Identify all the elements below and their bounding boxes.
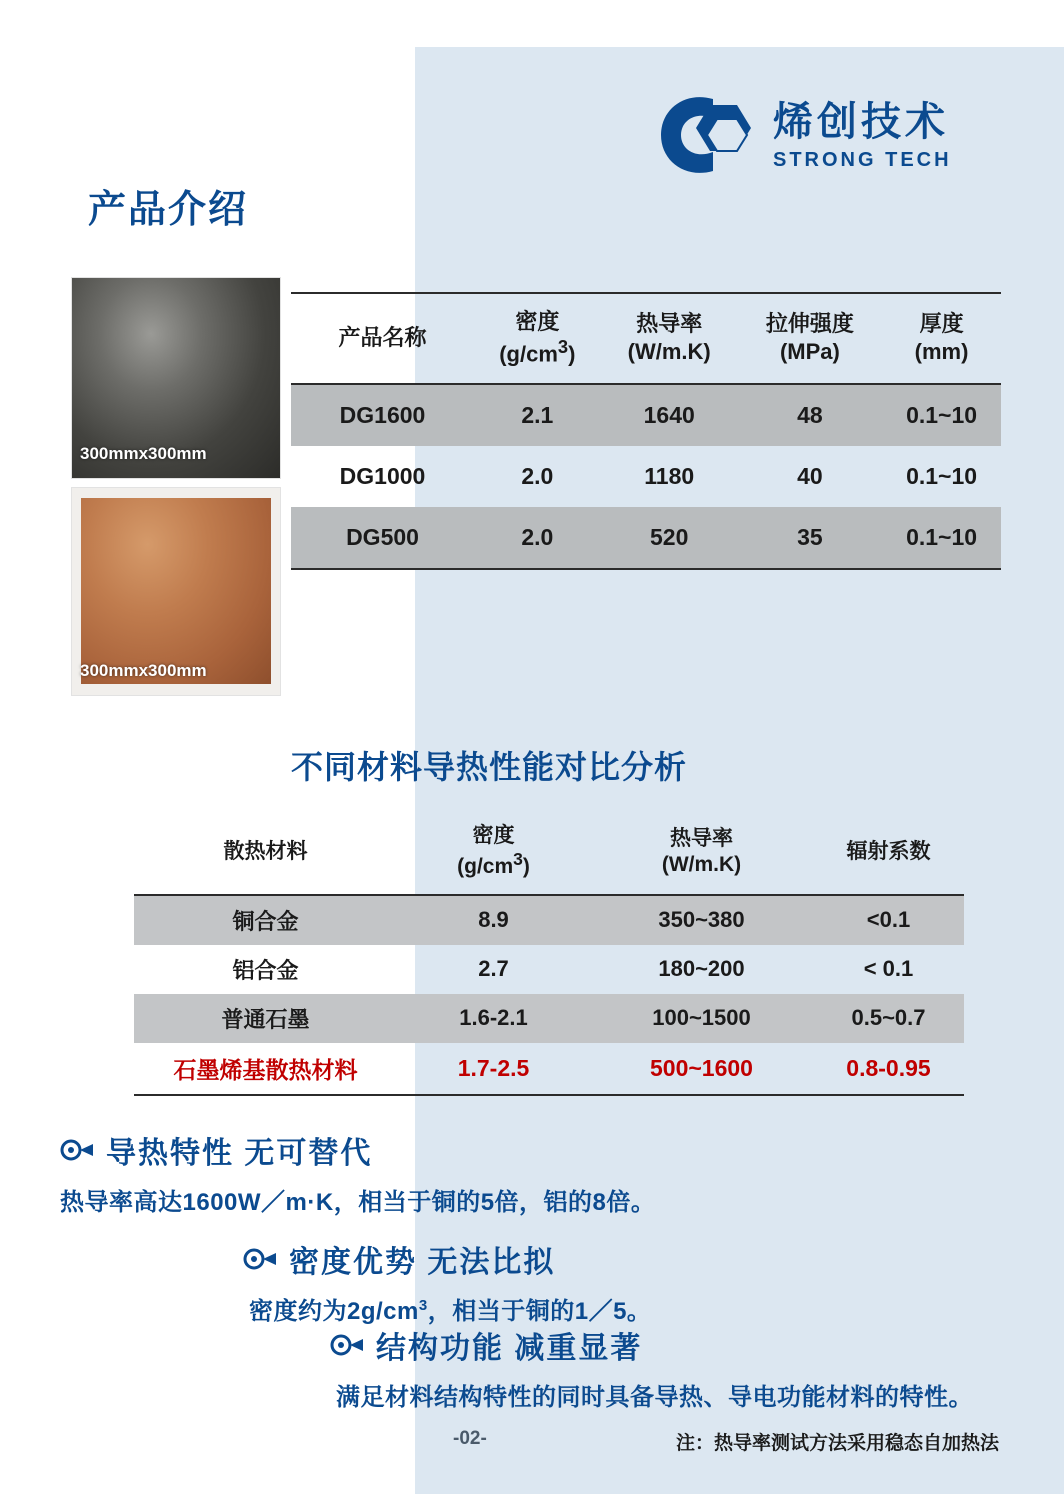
brand-logo <box>655 85 995 185</box>
cell-density: 2.7 <box>478 956 509 981</box>
cell-material: 铜合金 <box>134 895 397 945</box>
table-row <box>291 384 1001 446</box>
feature-title: 导热特性 无可替代 <box>106 1137 373 1170</box>
feature-heading <box>330 1323 973 1367</box>
page-number: -02- <box>453 1428 487 1449</box>
table-row <box>134 994 964 1043</box>
cell-density: 2.0 <box>474 507 601 569</box>
cell-material: 石墨烯基散热材料 <box>134 1043 397 1095</box>
product-spec-table <box>291 292 1001 570</box>
target-bullet-icon <box>243 1248 277 1270</box>
cell-tensile: 48 <box>738 384 882 446</box>
cell-emissivity: 0.5~0.7 <box>813 994 964 1043</box>
feature-item-conductivity <box>60 1128 655 1217</box>
feature-desc-pre: 密度约为2g/cm <box>249 1298 419 1325</box>
cell-material: 普通石墨 <box>134 994 397 1043</box>
column-header-conductivity: 热导率 (W/m.K) <box>601 293 738 384</box>
cell-product-name: DG500 <box>291 507 474 569</box>
feature-item-density <box>243 1237 651 1326</box>
cell-conductivity: 1640 <box>601 384 738 446</box>
cell-density: 1.7-2.5 <box>397 1043 590 1095</box>
footnote: 注：热导率测试方法采用稳态自加热法 <box>676 1433 1000 1454</box>
photo-caption: 300mmx300mm <box>80 444 207 463</box>
cell-emissivity: < 0.1 <box>863 956 914 981</box>
column-header-material: 散热材料 <box>134 812 397 895</box>
section-title-compare: 不同材料导热性能对比分析 <box>291 749 688 785</box>
cell-thickness: 0.1~10 <box>906 463 978 490</box>
column-header-emissivity: 辐射系数 <box>813 812 964 895</box>
feature-item-structure <box>330 1323 973 1412</box>
table-row <box>291 446 1001 507</box>
cell-emissivity: 0.8-0.95 <box>813 1043 964 1095</box>
table-header-row <box>134 812 964 895</box>
product-photo-graphite <box>71 277 281 479</box>
brand-name-en: STRONG TECH <box>773 148 952 171</box>
feature-heading <box>243 1237 651 1281</box>
column-header-density: 密度 $(g/cm^3)$ <box>474 293 601 384</box>
column-header-conductivity: 热导率 (W/m.K) <box>590 812 813 895</box>
column-header-density: 密度 $(g/cm^3)$ <box>397 812 590 895</box>
brand-name-cn: 烯创技术 <box>773 99 949 144</box>
cell-tensile: 35 <box>738 507 882 569</box>
column-header-name: 产品名称 <box>291 293 474 384</box>
target-bullet-icon <box>330 1334 364 1356</box>
cell-conductivity: 1180 <box>644 463 695 490</box>
cell-product-name: DG1600 <box>291 384 474 446</box>
table-row-highlight <box>134 1043 964 1095</box>
cell-density: 8.9 <box>397 895 590 945</box>
cell-thickness: 0.1~10 <box>882 384 1001 446</box>
feature-description: 满足材料结构特性的同时具备导热、导电功能材料的特性。 <box>336 1384 973 1411</box>
feature-description <box>249 1291 651 1326</box>
page-title-product: 产品介绍 <box>88 189 249 231</box>
logo-mark-icon <box>655 89 759 181</box>
cell-conductivity: 500~1600 <box>590 1043 813 1095</box>
cell-material: 铝合金 <box>232 957 299 983</box>
cell-emissivity: <0.1 <box>813 895 964 945</box>
photo-image <box>81 498 271 684</box>
cell-conductivity: 520 <box>601 507 738 569</box>
cell-conductivity: 100~1500 <box>590 994 813 1043</box>
column-header-thickness: 厚度 (mm) <box>882 293 1001 384</box>
table-row <box>134 895 964 945</box>
feature-description: 热导率高达1600W／m·K，相当于铜的5倍，铝的8倍。 <box>60 1189 656 1216</box>
feature-heading <box>60 1128 655 1172</box>
table-row <box>134 945 964 994</box>
cell-conductivity: 180~200 <box>658 956 745 981</box>
feature-desc-sup: 3 <box>418 1297 428 1314</box>
cell-thickness: 0.1~10 <box>882 507 1001 569</box>
feature-desc-post: ，相当于铜的1／5。 <box>427 1298 652 1325</box>
cell-tensile: 40 <box>797 463 823 490</box>
cell-density: 1.6-2.1 <box>397 994 590 1043</box>
feature-title: 密度优势 无法比拟 <box>289 1246 556 1279</box>
column-header-tensile: 拉伸强度 (MPa) <box>738 293 882 384</box>
table-row <box>291 507 1001 569</box>
photo-caption: 300mmx300mm <box>80 661 207 680</box>
feature-title: 结构功能 减重显著 <box>376 1332 643 1365</box>
logo-text <box>773 99 952 172</box>
material-compare-table <box>134 812 964 1096</box>
target-bullet-icon <box>60 1139 94 1161</box>
product-photo-copper <box>71 487 281 696</box>
cell-conductivity: 350~380 <box>590 895 813 945</box>
cell-density: 2.1 <box>474 384 601 446</box>
cell-product-name: DG1000 <box>339 463 426 490</box>
table-header-row <box>291 293 1001 384</box>
cell-density: 2.0 <box>521 463 554 490</box>
